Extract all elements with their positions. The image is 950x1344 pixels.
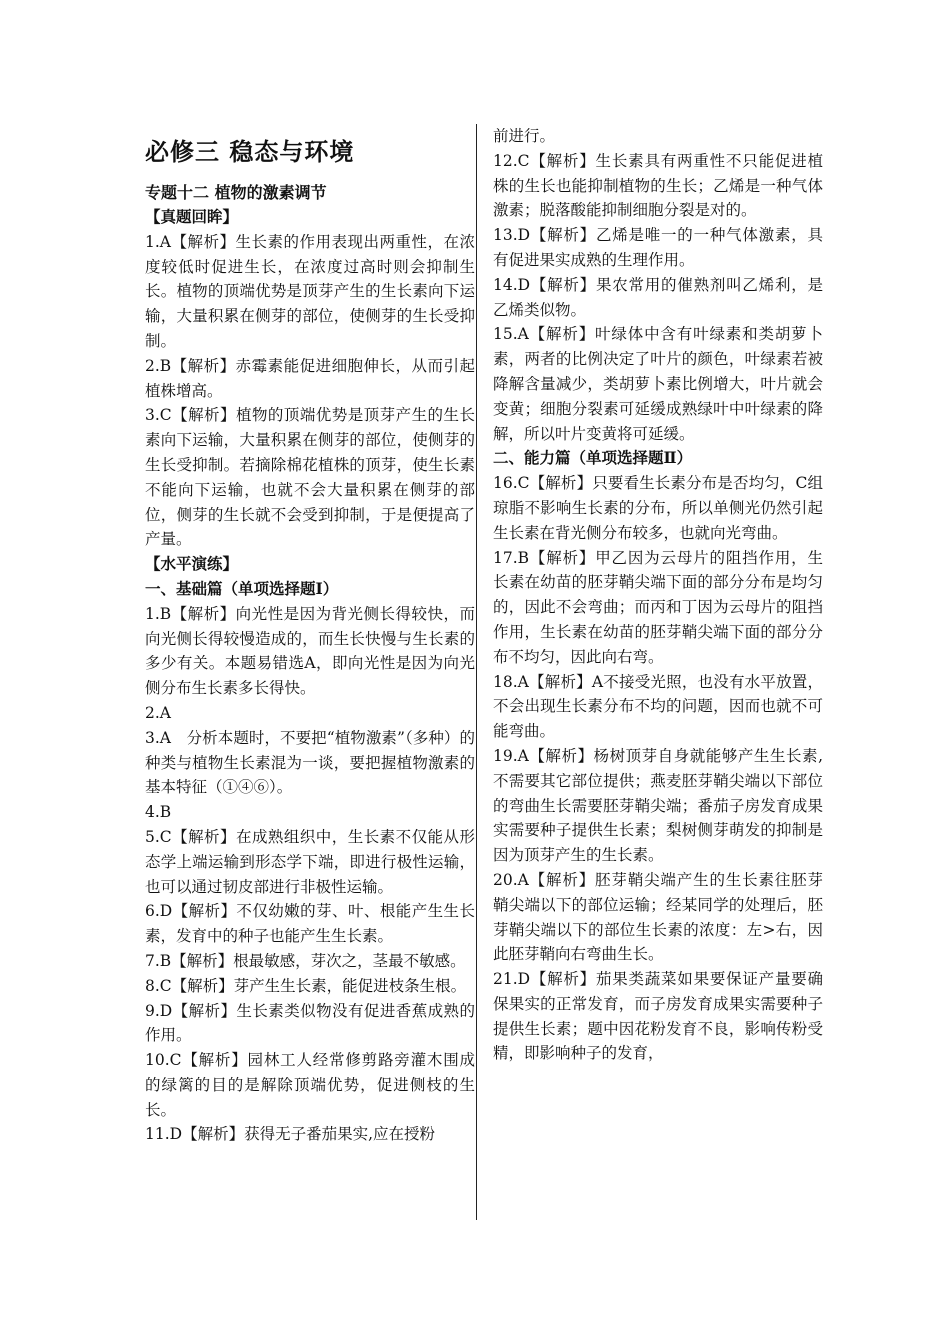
answer-item: 10.C【解析】园林工人经常修剪路旁灌木围成的绿篱的目的是解除顶端优势，促进侧枝的生长。 xyxy=(145,1051,475,1119)
answer-item: 12.C【解析】生长素具有两重性不只能促进植株的生长也能抑制植物的生长；乙烯是一种气体激素；脱落酸能抑制细胞分裂是对的。 xyxy=(493,151,823,220)
section-heading: 一、基础篇（单项选择题Ⅰ） xyxy=(145,578,339,598)
column-divider xyxy=(476,124,477,1220)
answer-item: 7.B【解析】根最敏感，芽次之，茎最不敏感。 xyxy=(145,951,466,970)
answer-item: 20.A【解析】胚芽鞘尖端产生的生长素往胚芽鞘尖端以下的部位运输；经某同学的处理后，胚芽鞘尖端以下的部位生长素的浓度：左>右，因此胚芽鞘向右弯曲生长。 xyxy=(493,870,823,964)
answer-item: 19.A【解析】杨树顶芽自身就能够产生生长素,不需要其它部位提供；燕麦胚芽鞘尖端以下部位的弯曲生长需要胚芽鞘尖端；番茄子房发育成果实需要种子提供生长素；梨树侧芽萌发的抑制是因为顶芽产生的生长素。 xyxy=(493,746,823,865)
answer-item: 18.A【解析】A不接受光照，也没有水平放置，不会出现生长素分布不均的问题，因而也就不可能弯曲。 xyxy=(493,672,823,741)
answer-item: 2.B【解析】赤霉素能促进细胞伸长，从而引起植株增高。 xyxy=(145,356,475,400)
answer-item: 3.C【解析】植物的顶端优势是顶芽产生的生长素向下运输，大量积累在侧芽的部位，使侧芽的生长受抑制。若摘除棉花植株的顶芽，使生长素不能向下运输，也就不会大量积累在侧芽的部位，侧芽的生长就不会受到抑制，于是便提高了产量。 xyxy=(145,406,475,549)
answer-item: 5.C【解析】在成熟组织中，生长素不仅能从形态学上端运输到形态学下端，即进行极性运输，也可以通过韧皮部进行非极性运输。 xyxy=(145,827,475,896)
page-title: 必修三 稳态与环境 xyxy=(145,137,355,166)
answer-item: 3.A 分析本题时，不要把“植物激素”（多种）的种类与植物生长素混为一谈，要把握植物激素的基本特征（①④⑥）。 xyxy=(145,728,475,797)
answer-item: 16.C【解析】只要看生长素分布是否均匀，C组琼脂不影响生长素的分布，所以单侧光仍然引起生长素在背光侧分布较多，也就向光弯曲。 xyxy=(493,474,823,542)
right-column xyxy=(493,124,823,1066)
section-heading: 二、能力篇（单项选择题Ⅱ） xyxy=(493,448,693,468)
answer-item: 6.D【解析】不仅幼嫩的芽、叶、根能产生生长素，发育中的种子也能产生生长素。 xyxy=(145,902,475,946)
answer-item: 2.A xyxy=(145,703,171,722)
answer-item: 14.D【解析】果农常用的催熟剂叫乙烯利，是乙烯类似物。 xyxy=(493,275,823,319)
answer-item: 4.B xyxy=(145,803,172,822)
answer-item: 前进行。 xyxy=(493,127,556,145)
left-column-body xyxy=(145,205,475,1147)
answer-item: 9.D【解析】生长素类似物没有促进香蕉成熟的作用。 xyxy=(145,1001,475,1045)
right-column-body xyxy=(493,124,823,1066)
section-heading: 【水平演练】 xyxy=(145,554,239,574)
answer-item: 15.A【解析】叶绿体中含有叶绿素和类胡萝卜素，两者的比例决定了叶片的颜色，叶绿素若被降解含量减少，类胡萝卜素比例增大，叶片就会变黄；细胞分裂素可延缓成熟绿叶中叶绿素的降解，所以叶片变黄将可延缓。 xyxy=(493,325,823,443)
answer-item: 8.C【解析】芽产生生长素，能促进枝条生根。 xyxy=(145,976,467,995)
section-heading: 【真题回眸】 xyxy=(145,207,239,226)
answer-item: 17.B【解析】甲乙因为云母片的阻挡作用，生长素在幼苗的胚芽鞘尖端下面的部分分布是均匀的，因此不会弯曲；而丙和丁因为云母片的阻挡作用，生长素在幼苗的胚芽鞘尖端下面的部分分布不均匀，因此向右弯。 xyxy=(493,548,823,666)
answer-item: 13.D【解析】乙烯是唯一的一种气体激素，具有促进果实成熟的生理作用。 xyxy=(493,226,823,269)
answer-item: 1.B【解析】向光性是因为背光侧长得较快，而向光侧长得较慢造成的，而生长快慢与生长素的多少有关。本题易错选A，即向光性是因为向光侧分布生长素多长得快。 xyxy=(145,604,475,698)
answer-item: 1.A【解析】生长素的作用表现出两重性，在浓度较低时促进生长，在浓度过高时则会抑制生长。植物的顶端优势是顶芽产生的生长素向下运输，大量积累在侧芽的部位，使侧芽的生长受抑制。 xyxy=(145,232,475,350)
answer-item: 11.D【解析】获得无子番茄果实,应在授粉 xyxy=(145,1125,436,1144)
answer-item: 21.D【解析】茄果类蔬菜如果要保证产量要确保果实的正常发育，而子房发育成果实需要种子提供生长素；题中因花粉发育不良，影响传粉受精，即影响种子的发育， xyxy=(493,970,823,1063)
left-column xyxy=(145,136,475,1147)
section-title: 专题十二 植物的激素调节 xyxy=(145,183,327,202)
